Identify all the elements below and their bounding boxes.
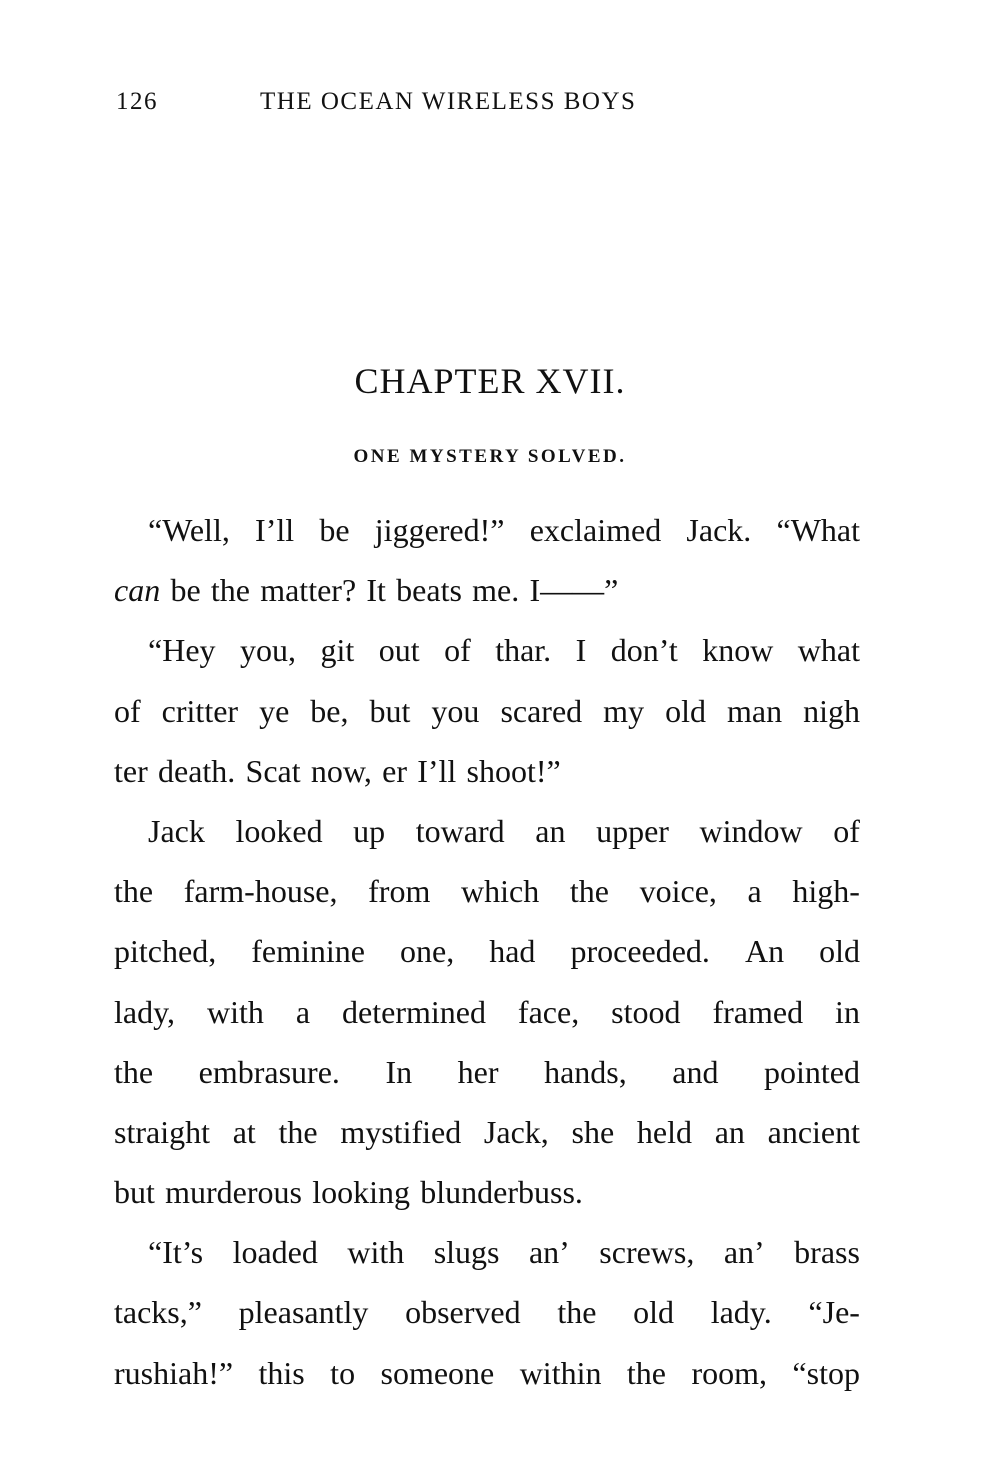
text-line: “It’s loaded with slugs an’ screws, an’ brass: [148, 1234, 860, 1271]
chapter-number: CHAPTER XVII.: [354, 361, 626, 401]
text-line: “Hey you, git out of thar. I don’t know what: [148, 632, 860, 669]
chapter-title: ONE MYSTERY SOLVED.: [353, 446, 627, 467]
body-text: [114, 500, 860, 1403]
text-line: ter death. Scat now, er I’ll shoot!”: [114, 752, 561, 789]
text-line: the embrasure. In her hands, and pointed: [114, 1053, 860, 1090]
text-line: lady, with a determined face, stood framed in: [114, 993, 860, 1030]
text-line: can be the matter? It beats me. I——”: [114, 572, 619, 609]
text-line: the farm-house, from which the voice, a high-: [114, 873, 860, 910]
text-line: of critter ye be, but you scared my old man nigh: [114, 692, 860, 729]
chapter-heading: [0, 360, 1000, 402]
text-line: tacks,” pleasantly observed the old lady. “Je-: [114, 1294, 860, 1331]
text-line: Jack looked up toward an upper window of: [148, 812, 860, 849]
text-line: rushiah!” this to someone within the room, “stop: [114, 1354, 860, 1391]
running-head: [116, 88, 876, 122]
text-line: “Well, I’ll be jiggered!” exclaimed Jack. “What: [148, 512, 860, 548]
chapter-subtitle: [0, 446, 1000, 468]
page-number: 126: [116, 88, 158, 115]
text-line: pitched, feminine one, had proceeded. An old: [114, 933, 860, 970]
text-line: but murderous looking blunderbuss.: [114, 1174, 583, 1211]
text-line: straight at the mystified Jack, she held an ancient: [114, 1113, 860, 1150]
running-title: THE OCEAN WIRELESS BOYS: [260, 88, 637, 115]
